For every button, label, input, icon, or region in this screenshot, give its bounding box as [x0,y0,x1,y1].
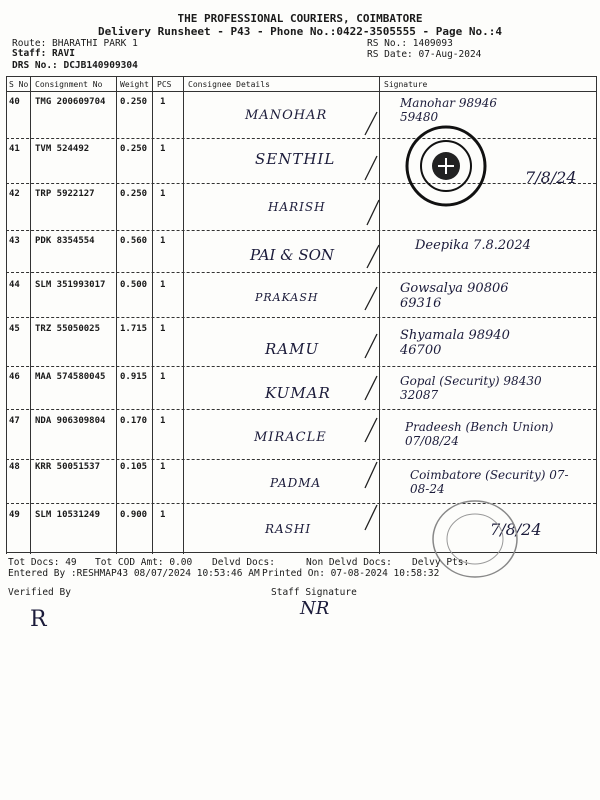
row-sno: 42 [9,189,20,199]
row-signature-handwritten: Pradeesh (Bench Union) 07/08/24 [405,420,554,448]
total-cod-amount: Tot COD Amt: 0.00 [95,557,193,568]
row-signature-handwritten: Gowsalya 90806 69316 [400,281,509,311]
row-consignee-handwritten: PRAKASH [255,291,319,304]
col-divider [30,76,31,554]
printed-on: Printed On: 07-08-2024 10:58:32 [262,568,440,579]
row-consignee-handwritten: MANOHAR [245,108,328,123]
row-separator [6,230,596,231]
row-pcs: 1 [160,324,166,334]
row-sno: 49 [9,510,20,520]
row-consignee-handwritten: HARISH [268,200,326,214]
row-pcs: 1 [160,144,166,154]
rs-no-label: RS No.: 1409093 [367,38,453,49]
staff-signature-label: Staff Signature [271,587,357,598]
row-consignee-handwritten: KUMAR [265,384,331,402]
row-consignment-no: TRZ 55050025 [35,324,101,334]
row-signature-handwritten: 7/8/24 [525,168,577,187]
row-consignee-handwritten: MIRACLE [254,430,327,445]
row-weight: 0.250 [120,189,148,199]
row-sno: 41 [9,144,20,154]
col-header-sno: S No [9,80,29,89]
col-divider [183,76,184,554]
row-signature-handwritten: Manohar 98946 59480 [400,96,498,124]
table-top-rule [6,76,596,77]
col-header-consignee: Consignee Details [188,80,270,89]
row-sno: 47 [9,416,20,426]
row-signature-handwritten: 7/8/24 [490,520,542,539]
row-signature-handwritten: Gopal (Security) 98430 32087 [400,374,542,402]
rs-date-label: RS Date: 07-Aug-2024 [367,49,482,60]
row-pcs: 1 [160,462,166,472]
row-separator [6,459,596,460]
staff-signature-mark: NR [300,598,330,619]
route-label: Route: BHARATHI PARK 1 [12,38,138,49]
row-sno: 48 [9,462,20,472]
row-consignee-handwritten: PADMA [270,476,322,490]
row-weight: 0.560 [120,236,148,246]
row-weight: 0.170 [120,416,148,426]
table-right-border [596,76,597,554]
row-weight: 0.500 [120,280,148,290]
non-delivered-docs: Non Delvd Docs: [306,557,392,568]
row-pcs: 1 [160,280,166,290]
row-signature-handwritten: Coimbatore (Security) 07-08-24 [410,468,569,496]
row-pcs: 1 [160,236,166,246]
col-header-signature: Signature [384,80,428,89]
row-signature-handwritten: Shyamala 98940 46700 [400,328,510,358]
row-separator [6,366,596,367]
row-consignment-no: TMG 200609704 [35,97,106,107]
row-consignment-no: SLM 351993017 [35,280,106,290]
col-header-pcs: PCS [157,80,172,89]
row-weight: 0.915 [120,372,148,382]
row-consignment-no: KRR 50051537 [35,462,101,472]
row-sno: 43 [9,236,20,246]
drs-label: DRS No.: DCJB140909304 [12,60,138,71]
runsheet-title: Delivery Runsheet - P43 - Phone No.:0422-3505555 - Page No.:4 [98,25,502,38]
table-left-border [6,76,7,554]
row-sno: 40 [9,97,20,107]
row-pcs: 1 [160,416,166,426]
row-consignee-handwritten: RAMU [265,340,320,358]
col-header-consignment: Consignment No [35,80,103,89]
entered-by: Entered By :RESHMAP43 08/07/2024 10:53:46 AM [8,568,260,579]
row-separator [6,272,596,273]
row-consignment-no: NDA 906309804 [35,416,106,426]
company-seal-stamp [404,124,488,208]
col-divider [152,76,153,554]
row-signature-handwritten: Deepika 7.8.2024 [415,238,531,253]
row-weight: 0.105 [120,462,148,472]
row-consignment-no: MAA 574580045 [35,372,106,382]
delivery-points: Delvy Pts: [412,557,470,568]
col-divider [116,76,117,554]
delivered-docs: Delvd Docs: [212,557,275,568]
row-consignment-no: SLM 10531249 [35,510,101,520]
row-separator [6,138,596,139]
table-header-rule [6,91,596,92]
row-pcs: 1 [160,510,166,520]
row-consignment-no: PDK 8354554 [35,236,95,246]
row-consignment-no: TRP 5922127 [35,189,95,199]
verified-signature-mark: R [30,607,47,632]
row-pcs: 1 [160,189,166,199]
row-separator [6,183,596,184]
row-consignment-no: TVM 524492 [35,144,90,154]
row-sno: 44 [9,280,20,290]
row-weight: 1.715 [120,324,148,334]
row-consignee-handwritten: SENTHIL [255,150,336,168]
total-docs: Tot Docs: 49 [8,557,77,568]
row-weight: 0.250 [120,97,148,107]
company-title: THE PROFESSIONAL COURIERS, COIMBATORE [177,12,423,25]
row-separator [6,409,596,410]
row-weight: 0.900 [120,510,148,520]
row-consignee-handwritten: PAI & SON [250,246,335,264]
tick-marks [355,100,395,540]
row-consignee-handwritten: RASHI [265,522,312,536]
staff-label: Staff: RAVI [12,48,75,59]
row-separator [6,317,596,318]
verified-by-label: Verified By [8,587,71,598]
row-sno: 45 [9,324,20,334]
row-pcs: 1 [160,372,166,382]
row-sno: 46 [9,372,20,382]
col-header-weight: Weight [120,80,149,89]
row-pcs: 1 [160,97,166,107]
row-weight: 0.250 [120,144,148,154]
